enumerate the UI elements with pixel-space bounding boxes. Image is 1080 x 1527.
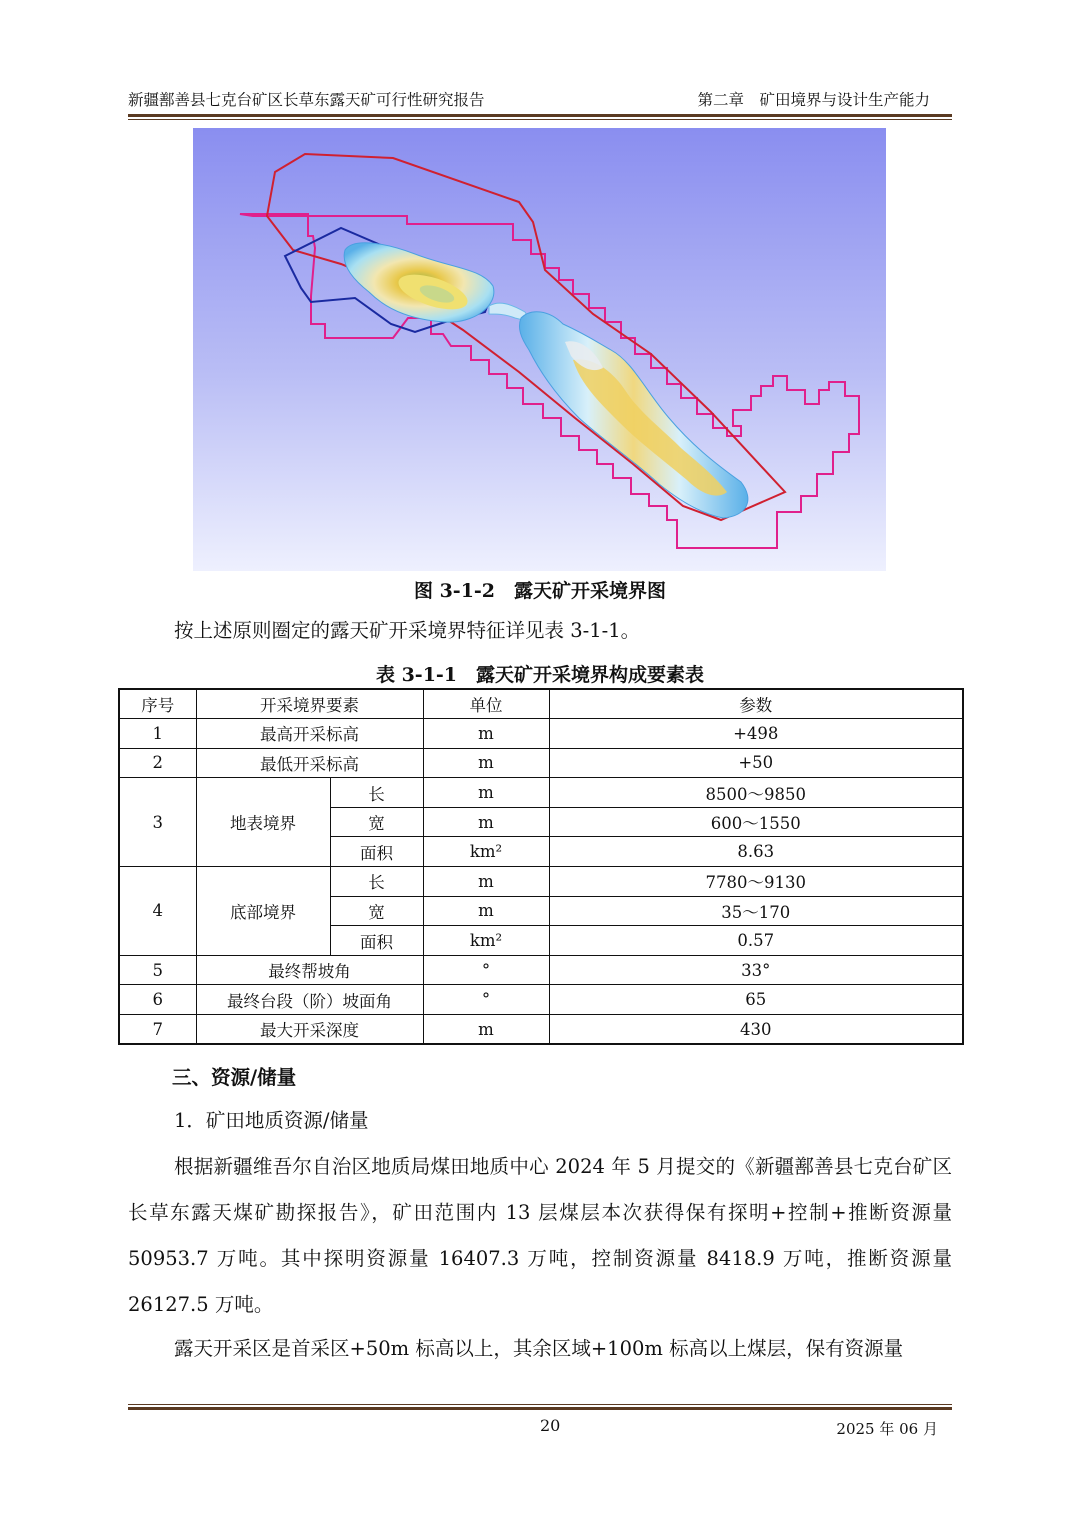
subsection-heading: 1．矿田地质资源/储量 (174, 1109, 369, 1132)
resource-paragraph: 根据新疆维吾尔自治区地质局煤田地质中心 2024 年 5 月提交的《新疆鄯善县七克台矿区长草东露天煤矿勘探报告》，矿田范围内 13 层煤层本次获得保有探明+控制+推断资源量 50953.7 万吨。其中探明资源量 16407.3 万吨，控制资源量 8418.9 万吨，推断资源量 26127.5 万吨。 (128, 1155, 952, 1316)
cell-unit: m (423, 1015, 549, 1045)
header-rule-thick (128, 114, 952, 117)
cell-value: 600～1550 (549, 807, 963, 837)
cell-no: 7 (119, 1015, 196, 1045)
table-row (119, 985, 963, 1015)
cell-item: 最大开采深度 (196, 1015, 423, 1045)
intro-paragraph: 按上述原则圈定的露天矿开采境界特征详见表 3-1-1。 (174, 619, 641, 642)
header-cell: 参数 (549, 689, 963, 719)
cell-unit: m (423, 778, 549, 808)
table-header-row (119, 689, 963, 719)
cell-sub-item: 宽 (330, 896, 423, 926)
cell-value: 430 (549, 1015, 963, 1045)
cell-unit: km² (423, 837, 549, 867)
cell-value: 8500～9850 (549, 778, 963, 808)
cell-unit: m (423, 896, 549, 926)
footer-rule-thick (128, 1407, 952, 1410)
cell-value: 33° (549, 955, 963, 985)
cell-no: 4 (119, 867, 196, 956)
cell-sub-item: 长 (330, 778, 423, 808)
cell-item: 最终帮坡角 (196, 955, 423, 985)
cell-unit: km² (423, 926, 549, 956)
table-caption: 表 3-1-1 露天矿开采境界构成要素表 (375, 664, 705, 686)
cell-no: 6 (119, 985, 196, 1015)
cell-group: 地表境界 (196, 778, 330, 867)
header-chapter-title: 第二章 矿田境界与设计生产能力 (697, 91, 930, 109)
cell-sub-item: 面积 (330, 926, 423, 956)
openpit-paragraph: 露天开采区是首采区+50m 标高以上，其余区域+100m 标高以上煤层，保有资源量 (174, 1337, 904, 1360)
footer-rule-thin (128, 1404, 952, 1405)
cell-sub-item: 面积 (330, 837, 423, 867)
page-date: 2025 年 06 月 (836, 1420, 938, 1438)
cell-unit: m (423, 748, 549, 778)
cell-unit: m (423, 719, 549, 749)
boundary-elements-table (118, 688, 964, 1045)
header-cell: 开采境界要素 (196, 689, 423, 719)
cell-value: +50 (549, 748, 963, 778)
page-header (128, 88, 952, 110)
cell-value: 7780～9130 (549, 867, 963, 897)
table-row (119, 1015, 963, 1045)
figure-caption: 图 3-1-2 露天矿开采境界图 (413, 580, 667, 602)
cell-unit: m (423, 867, 549, 897)
cell-no: 2 (119, 748, 196, 778)
cell-no: 3 (119, 778, 196, 867)
cell-item: 最低开采标高 (196, 748, 423, 778)
header-cell: 单位 (423, 689, 549, 719)
header-report-title: 新疆鄯善县七克台矿区长草东露天矿可行性研究报告 (128, 91, 485, 109)
cell-item: 最高开采标高 (196, 719, 423, 749)
page-number: 20 (540, 1416, 561, 1435)
mining-boundary-figure (193, 128, 886, 571)
cell-value: 0.57 (549, 926, 963, 956)
cell-value: 8.63 (549, 837, 963, 867)
cell-unit: ° (423, 985, 549, 1015)
table-row (119, 867, 963, 897)
cell-unit: m (423, 807, 549, 837)
cell-sub-item: 宽 (330, 807, 423, 837)
header-cell: 序号 (119, 689, 196, 719)
cell-group: 底部境界 (196, 867, 330, 956)
cell-value: +498 (549, 719, 963, 749)
cell-item: 最终台段（阶）坡面角 (196, 985, 423, 1015)
cell-no: 1 (119, 719, 196, 749)
table-row (119, 748, 963, 778)
section-heading: 三、资源/储量 (172, 1066, 297, 1089)
cell-unit: ° (423, 955, 549, 985)
header-rule-thin (128, 119, 952, 120)
table-row (119, 778, 963, 808)
cell-no: 5 (119, 955, 196, 985)
cell-value: 65 (549, 985, 963, 1015)
table-row (119, 955, 963, 985)
cell-value: 35～170 (549, 896, 963, 926)
table-row (119, 719, 963, 749)
cell-sub-item: 长 (330, 867, 423, 897)
